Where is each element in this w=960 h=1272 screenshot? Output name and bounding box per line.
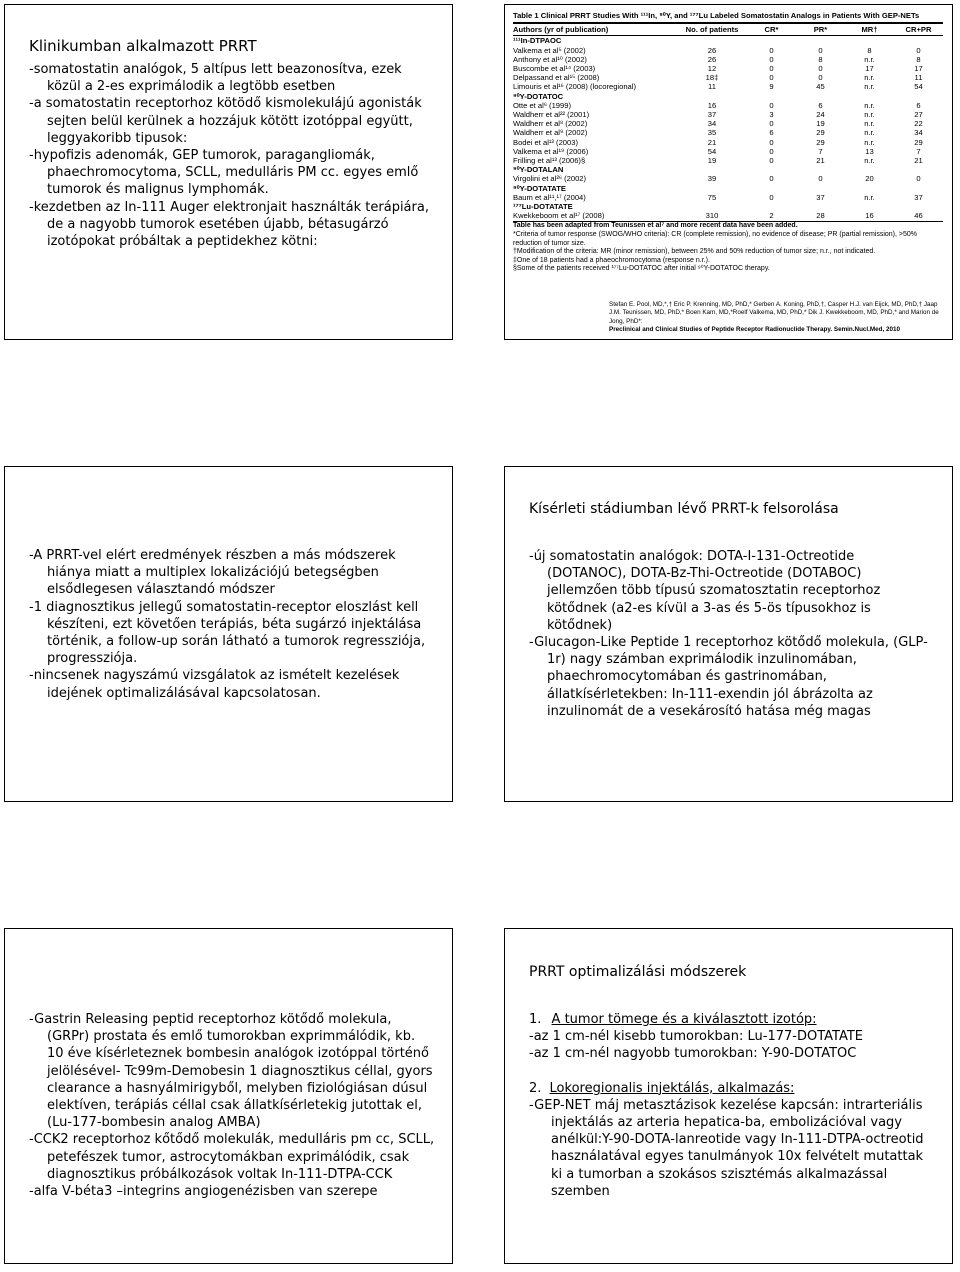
table-cell: Valkema et al¹⁹ (2006) [513, 146, 589, 156]
table-cell: 11 [914, 73, 923, 83]
slide-1-title: Klinikumban alkalmazott PRRT [29, 37, 257, 55]
slide-6-body [529, 1011, 933, 1200]
table-cell: 0 [769, 156, 774, 166]
bullet: -hypofizis adenomák, GEP tumorok, paragangliomák, phaechromocytoma, SCLL, medulláris PM cc. egyes emlő tumorok és malignus lymphomák. [29, 148, 419, 198]
table-cell: 12 [707, 64, 717, 74]
table-row [513, 119, 943, 128]
col-header: CR+PR [905, 25, 932, 35]
table-row [513, 101, 943, 110]
table-cell: 0 [769, 54, 774, 64]
table-cell: 0 [818, 73, 823, 83]
table-cell: n.r. [864, 110, 875, 120]
table-cell: 37 [914, 192, 923, 202]
table-cell: n.r. [864, 54, 875, 64]
table-cell: 27 [914, 110, 923, 120]
table-cell: 0 [769, 100, 774, 110]
table-cell: 37 [816, 192, 825, 202]
table-cell: 34 [914, 128, 923, 138]
table-cell: 6 [916, 100, 921, 110]
list-item-title: A tumor tömege és a kiválasztott izotóp: [551, 1012, 817, 1027]
slide-6 [504, 928, 953, 1264]
table-caption: Table 1 Clinical PRRT Studies With ¹¹¹In, ⁹⁰Y, and ¹⁷⁷Lu Labeled Somatostatin Analogs in Patients With GEP-NETs [513, 11, 920, 20]
table-cell: 6 [769, 128, 774, 138]
clinical-prrt-table [513, 11, 943, 274]
table-cell: 8 [867, 45, 872, 55]
bullet: -az 1 cm-nél kisebb tumorokban: Lu-177-DOTATATE [529, 1029, 863, 1045]
table-cell: 0 [769, 64, 774, 74]
table-cell: 11 [708, 82, 716, 92]
bullet: -nincsenek nagyszámú vizsgálatok az ismételt kezelések idejének optimalizálásával kapcsolatosan. [29, 668, 400, 701]
table-footnote: *Criteria of tumor response (SWOG/WHO criteria): CR (complete remission), no evidence of disease; PR (partial remission), >50% reduction of tumor size. [513, 231, 917, 247]
table-cell: 6 [818, 100, 823, 110]
table-cell: 39 [707, 174, 717, 184]
slide-5 [4, 928, 453, 1264]
list-number: 2. [529, 1080, 542, 1096]
slide-4 [504, 466, 953, 802]
bullet: -GEP-NET máj metasztázisok kezelése kapcsán: intrarteriális injektálás az arteria hepatica-ba, embolizációval vagy anélkül:Y-90-DOTA-lanreotide vagy In-111-DTPA-octreotid használatával egyes tanulmányok 10x felvételt mutattak ki a tumorban a szokásos szisztémás alkalmazással szemben [529, 1097, 924, 1199]
bullet: -új somatostatin analógok: DOTA-I-131-Octreotide (DOTANOC), DOTA-Bz-Thi-Octreotide (DOTABOC) jellemzően több típusú szomatosztatin receptorhoz kötődnek (a2-es kívül a 3-as és 5-ös típusokhoz is kötődnek) [529, 549, 881, 633]
table-cell: Kwekkeboom et al¹⁷ (2008) [513, 211, 605, 221]
bullet: -CCK2 receptorhoz kőtődő molekulák, medulláris pm cc, SCLL, petefészek tumor, astrocytomákban exprimálódik, csak diagnosztikus próbálkozások voltak In-111-DTPA-CCK [29, 1132, 435, 1182]
table-row [513, 64, 943, 73]
table-row [513, 128, 943, 137]
table-cell: 0 [916, 45, 921, 55]
table-cell: 29 [914, 137, 923, 147]
table-row [513, 55, 943, 64]
table-cell: Virgolini et al²⁶ (2002) [513, 174, 587, 184]
table-cell: 29 [816, 137, 825, 147]
table-row [513, 138, 943, 147]
list-item-title: Lokoregionalis injektálás, alkalmazás: [549, 1080, 795, 1096]
table-row [513, 211, 943, 220]
table-cell: 37 [707, 110, 717, 120]
table-cell: 19 [707, 156, 717, 166]
table-cell: Waldherr et al⁸ (2002) [513, 119, 588, 129]
table-cell: 35 [707, 128, 717, 138]
table-cell: 16 [707, 100, 717, 110]
table-cell: 3 [769, 110, 774, 120]
table-cell: 17 [914, 64, 923, 74]
bullet: -Glucagon-Like Peptide 1 receptorhoz kötődő molekula, (GLP-1r) nagy számban exprimálodik inzulinomában, phaechromocytomában és gastrinomában, állatkísérletekben: In-111-exendin jól ábrázolta az inzulinomát de a vesekárosító hatása még magas [529, 635, 928, 719]
table-cell: 7 [818, 146, 823, 156]
table-cell: 13 [865, 146, 874, 156]
table-row [513, 110, 943, 119]
table-row [513, 147, 943, 156]
table-cell: 0 [769, 73, 774, 83]
table-cell: 26 [707, 54, 717, 64]
table-row [513, 73, 943, 82]
bullet: -a somatostatin receptorhoz kötödő kismolekulájú agonisták sejten belül kerülnek a hozzájuk kötött izotóppal együtt, leggyakoribb tipusok: [29, 96, 422, 146]
table-cell: 46 [914, 211, 923, 221]
table-cell: n.r. [864, 119, 875, 129]
table-cell: n.r. [864, 73, 875, 83]
table-cell: Otte et al⁶ (1999) [513, 100, 571, 110]
table-cell: 18‡ [705, 73, 719, 83]
slide-1-body [29, 61, 429, 250]
col-header: No. of patients [685, 25, 739, 35]
table-footnote: §Some of the patients received ¹⁷⁷Lu-DOTATOC after initial ⁹⁰Y-DOTATOC therapy. [513, 265, 770, 273]
table-footnote: †Modification of the criteria: MR (minor remission), between 25% and 50% reduction of tumor size; n.r., not indicated. [513, 248, 876, 256]
table-cell: 0 [818, 45, 823, 55]
table-footnote: Table has been adapted from Teunissen et al⁷ and more recent data have been added. [513, 222, 798, 230]
slide-6-title: PRRT optimalizálási módszerek [529, 964, 747, 980]
table-cell: 0 [769, 119, 774, 129]
table-row [513, 82, 943, 91]
bullet: -Gastrin Releasing peptid receptorhoz kötődő molekula, (GRPr) prostata és emlő tumorokban exprimmálódik, kb. 10 éve kísérleteznek bombesin analógok izotóppal történő jelölésével- Tc99m-Demobesin 1 diagnosztikus céllal, gyors clearance a hasnyálmirigyből, melyben fiziológiásan dúsul elektíven, terápiás céllal csak állatkísérletekig jutottak el, (Lu-177-bombesin analog AMBA) [29, 1012, 433, 1131]
col-header: CR* [764, 25, 779, 35]
table-cell: Baum et al¹¹,¹⁷ (2004) [513, 192, 586, 202]
table-cell: 28 [816, 211, 825, 221]
bullet: -1 diagnosztikus jellegű somatostatin-receptor eloszlást kell készíteni, ezt követően terápiás, béta sugárzó injektálása történik, a follow-up során látható a tumorok regressziója, progressziója. [29, 599, 426, 667]
table-cell: 0 [769, 192, 774, 202]
list-number: 1. [529, 1012, 542, 1027]
table-row [513, 193, 943, 202]
table-cell: 21 [707, 137, 717, 147]
table-cell: 34 [707, 119, 717, 129]
table-cell: 7 [916, 146, 921, 156]
table-cell: Waldherr et al⁹ (2002) [513, 128, 588, 138]
citation-authors: Stefan E. Pool, MD,*,† Eric P. Krenning, MD, PhD,* Gerben A. Koning, PhD,†, Casper H.J. van Eijck, MD, PhD,† Jaap J.M. Teunissen, MD, PhD,* Boen Kam, MD,*Roelf Valkema, MD, PhD,* Dik J. Kwekkeboom, MD, PhD,* and Marion de Jong, PhD*: [609, 301, 939, 325]
table-body [513, 36, 943, 220]
citation-title: Preclinical and Clinical Studies of Peptide Receptor Radionuclide Therapy. Semin.Nucl.Med, 2010 [609, 325, 901, 333]
list-item-2-heading [529, 1080, 933, 1097]
slide-5-body [29, 1011, 435, 1200]
table-cell: 29 [816, 128, 825, 138]
table-cell: 8 [818, 54, 823, 64]
table-cell: 0 [769, 174, 774, 184]
col-header: MR† [861, 25, 878, 35]
table-cell: n.r. [864, 128, 875, 138]
table-cell: 54 [914, 82, 923, 92]
slide-2 [504, 4, 953, 340]
table-cell: Anthony et al¹⁰ (2002) [513, 54, 587, 64]
table-cell: 0 [769, 137, 774, 147]
table-footnote: ‡One of 18 patients had a phaeochromocytoma (response n.r.). [513, 256, 710, 264]
table-cell: 16 [865, 211, 874, 221]
list-item-1-heading [529, 1011, 933, 1028]
slide-4-body [529, 548, 933, 720]
table-cell: 54 [707, 146, 717, 156]
table-cell: Limouris et al¹⁶ (2008) (locoregional) [513, 82, 636, 92]
table-header [513, 22, 943, 36]
table-cell: Bodei et al¹³ (2003) [513, 137, 579, 147]
table-cell: 75 [707, 192, 717, 202]
table-cell: n.r. [864, 156, 875, 166]
table-group-label: ⁹⁰Y-DOTATATE [513, 183, 566, 193]
table-cell: 0 [818, 64, 823, 74]
table-cell: 2 [769, 211, 774, 221]
table-cell: 22 [914, 119, 923, 129]
table-cell: 310 [705, 211, 719, 221]
table-cell: n.r. [864, 192, 875, 202]
table-cell: 0 [916, 174, 921, 184]
table-cell: n.r. [864, 82, 875, 92]
table-cell: 0 [769, 45, 774, 55]
col-header: PR* [813, 25, 828, 35]
table-cell: 0 [818, 174, 823, 184]
table-cell: Waldherr et al²² (2001) [513, 110, 590, 120]
bullet: -alfa V-béta3 –integrins angiogenézisben van szerepe [29, 1184, 378, 1200]
slide-3 [4, 466, 453, 802]
table-cell: 20 [865, 174, 874, 184]
table-group-label: ⁹⁰Y-DOTATOC [513, 91, 564, 101]
table-cell: Valkema et al⁵ (2002) [513, 45, 586, 55]
table-group-label: ⁹⁰Y-DOTALAN [513, 165, 564, 175]
bullet: -az 1 cm-nél nagyobb tumorokban: Y-90-DOTATOC [529, 1046, 857, 1062]
table-cell: 21 [816, 156, 825, 166]
table-cell: 8 [916, 54, 921, 64]
bullet: -kezdetben az In-111 Auger elektronjait használták terápiára, de a nagyobb tumorok esetében újabb, bétasugárzó izotópokat próbáltak a peptidekhez kötni: [29, 199, 429, 250]
table-group-label: ¹⁷⁷Lu-DOTATATE [513, 202, 573, 212]
table-cell: Buscombe et al¹⁴ (2003) [513, 64, 596, 74]
table-row [513, 174, 943, 183]
table-cell: n.r. [864, 137, 875, 147]
table-cell: n.r. [864, 100, 875, 110]
table-cell: 0 [769, 146, 774, 156]
slide-1 [4, 4, 453, 340]
table-cell: Delpassand et al¹⁵ (2008) [513, 73, 600, 83]
table-cell: 17 [865, 64, 874, 74]
table-row [513, 156, 943, 165]
table-row [513, 46, 943, 55]
slide-4-title: Kísérleti stádiumban lévő PRRT-k felsorolása [529, 501, 839, 517]
table-cell: 21 [914, 156, 923, 166]
table-cell: 24 [816, 110, 825, 120]
table-cell: 9 [769, 82, 774, 92]
bullet: -A PRRT-vel elért eredmények részben a más módszerek hiánya miatt a multiplex lokalizációjú betegségben elsődlegesen választandó módszer [29, 548, 396, 598]
table-cell: 19 [816, 119, 825, 129]
slide-3-body [29, 547, 431, 702]
table-cell: 26 [707, 45, 717, 55]
col-header: Authors (yr of publication) [513, 25, 609, 35]
table-cell: Frilling et al¹³ (2006)§ [513, 156, 586, 166]
citation [609, 301, 939, 334]
table-group-label: ¹¹¹In-DTPAOC [513, 36, 562, 46]
bullet: -somatostatin analógok, 5 altípus lett beazonosítva, ezek közül a 2-es exprimálodik a legtöbb esetben [29, 62, 402, 95]
spacer [529, 1063, 933, 1080]
table-cell: 45 [816, 82, 825, 92]
